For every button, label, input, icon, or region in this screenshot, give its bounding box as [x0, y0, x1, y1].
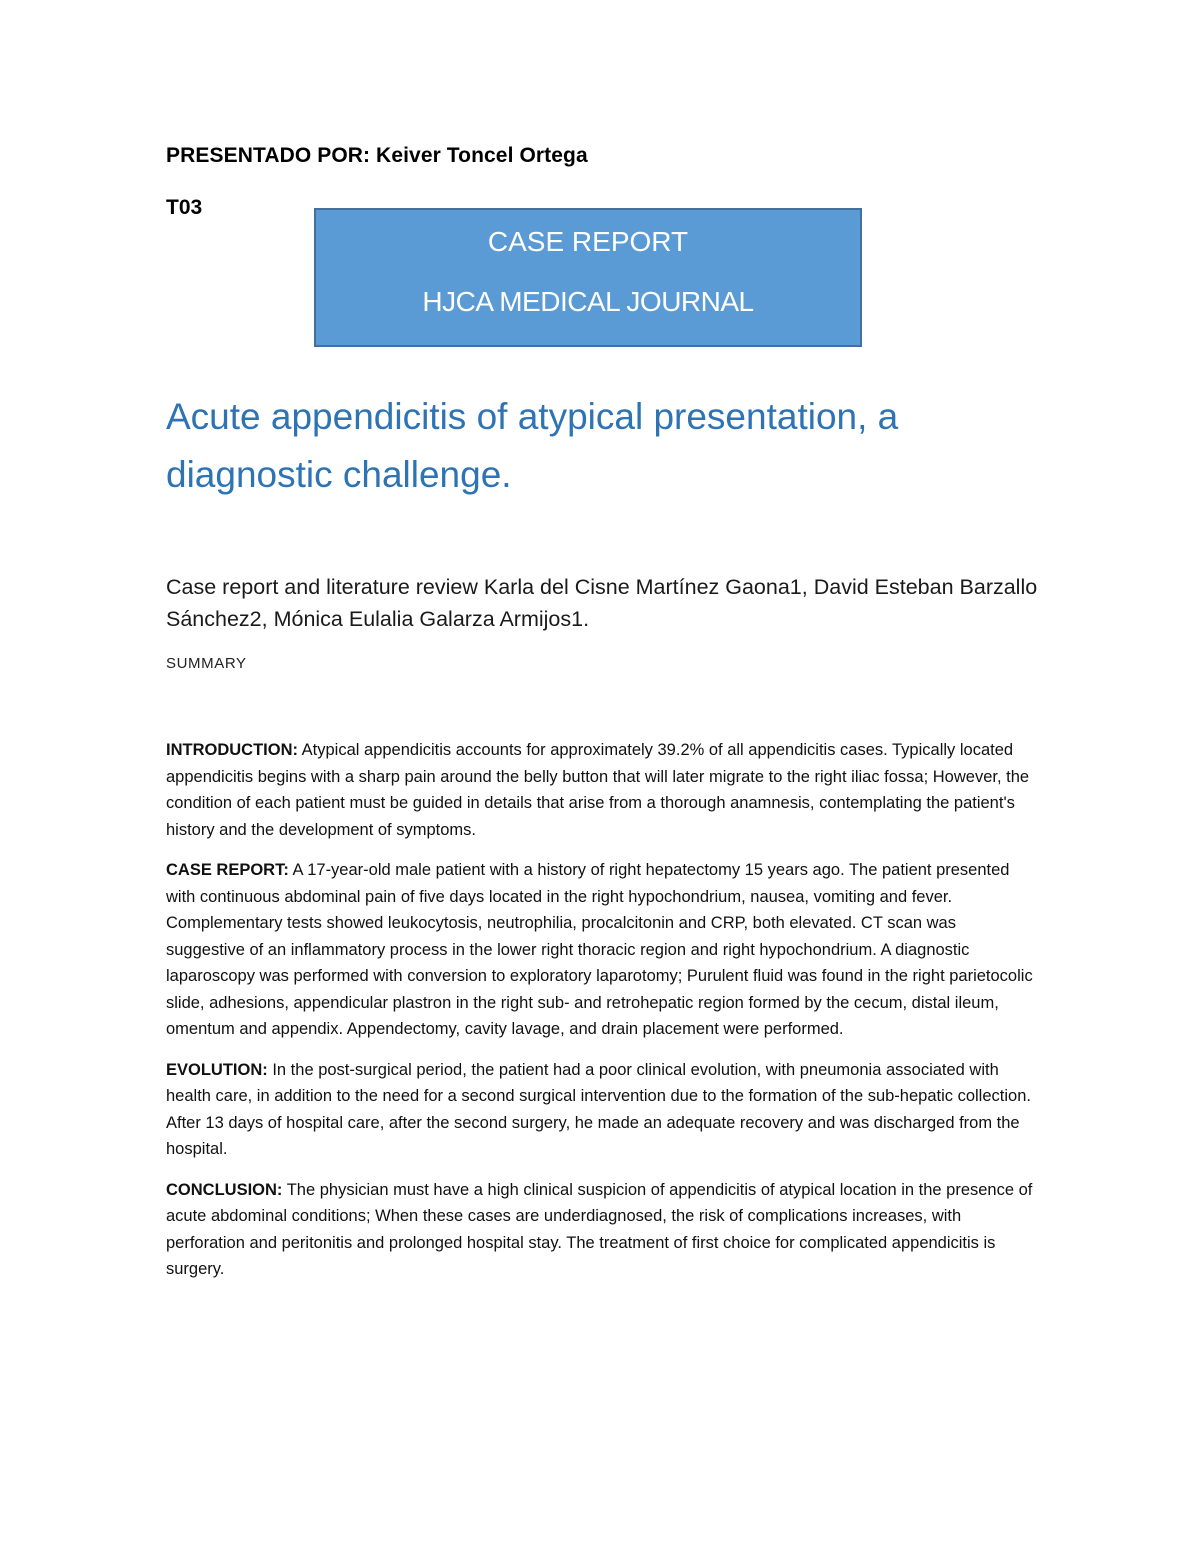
section-evolution — [166, 1057, 1036, 1163]
section-case-report — [166, 857, 1036, 1043]
section-heading: CONCLUSION: — [166, 1180, 283, 1199]
authors-line: Case report and literature review Karla del Cisne Martínez Gaona1, David Esteban Barzallo Sánchez2, Mónica Eulalia Galarza Armijos1. — [166, 575, 1038, 631]
article-title: Acute appendicitis of atypical presentation, a diagnostic challenge. — [166, 396, 899, 495]
section-conclusion — [166, 1177, 1036, 1283]
presented-by-line: PRESENTADO POR: Keiver Toncel Ortega — [166, 144, 588, 167]
section-text: A 17-year-old male patient with a history of right hepatectomy 15 years ago. The patient presented with continuous abdominal pain of five days located in the right hypochondrium, nausea, vomiting and fever. Complementary tests showed leukocytosis, neutrophilia, procalcitonin and CRP, both elevated. CT scan was suggestive of an inflammatory process in the lower right thoracic region and right hypochondrium. A diagnostic laparoscopy was performed with conversion to exploratory laparotomy; Purulent fluid was found in the right parietocolic slide, adhesions, appendicular plastron in the right sub- and retrohepatic region formed by the cecum, distal ileum, omentum and appendix. Appendectomy, cavity lavage, and drain placement were performed. — [166, 861, 1033, 1038]
section-text: The physician must have a high clinical suspicion of appendicitis of atypical location in the presence of acute abdominal conditions; When these cases are underdiagnosed, the risk of complications increases, with perforation and peritonitis and prolonged hospital stay. The treatment of first choice for complicated appendicitis is surgery. — [166, 1180, 1033, 1278]
summary-body — [166, 737, 1036, 1297]
section-heading: CASE REPORT: — [166, 861, 289, 879]
case-report-banner — [314, 208, 862, 347]
section-introduction — [166, 737, 1036, 843]
banner-line-case-report: CASE REPORT — [487, 226, 689, 257]
summary-label: SUMMARY — [166, 655, 247, 672]
group-code: T03 — [166, 196, 203, 219]
section-heading: EVOLUTION: — [166, 1060, 268, 1079]
section-text: Atypical appendicitis accounts for approximately 39.2% of all appendicitis cases. Typically located appendicitis begins with a sharp pain around the belly button that will later migrate to the right iliac fossa; However, the condition of each patient must be guided in details that arise from a thorough anamnesis, contemplating the patient's history and the development of symptoms. — [166, 741, 1030, 839]
banner-line-journal: HJCA MEDICAL JOURNAL — [422, 286, 754, 317]
section-heading: INTRODUCTION: — [166, 741, 298, 759]
section-text: In the post-surgical period, the patient had a poor clinical evolution, with pneumonia associated with health care, in addition to the need for a second surgical intervention due to the formation of the sub-hepatic collection. After 13 days of hospital care, after the second surgery, he made an adequate recovery and was discharged from the hospital. — [166, 1060, 1031, 1158]
